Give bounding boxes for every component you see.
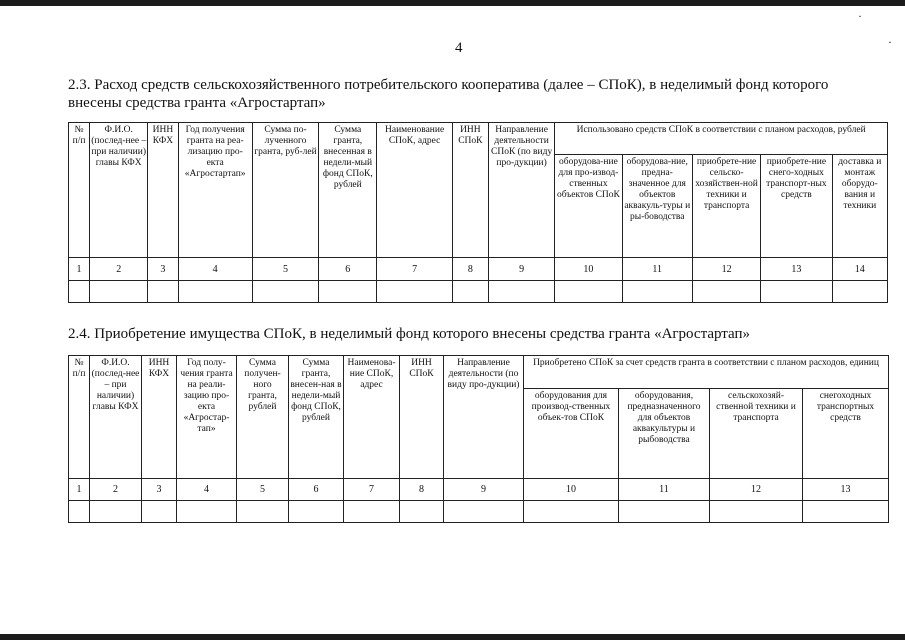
- empty-cell: [148, 281, 178, 303]
- column-number: 2: [90, 479, 142, 501]
- column-number: 6: [289, 479, 344, 501]
- column-number: 2: [90, 258, 148, 281]
- column-number: 7: [344, 479, 400, 501]
- section-heading-2-4: 2.4. Приобретение имущества СПоК, в неделимый фонд которого внесены средства гранта «Агростартап»: [68, 326, 751, 342]
- empty-cell: [488, 281, 554, 303]
- column-number: 4: [177, 479, 237, 501]
- empty-cell: [803, 501, 889, 523]
- group-header-cell: Использовано средств СПоК в соответствии с планом расходов, рублей: [555, 123, 888, 155]
- column-number: 13: [761, 258, 832, 281]
- column-number: 1: [69, 479, 90, 501]
- empty-cell: [761, 281, 832, 303]
- empty-data-row: [69, 501, 889, 523]
- empty-data-row: [69, 281, 888, 303]
- column-number: 9: [488, 258, 554, 281]
- sub-header-cell: оборудования для производ-ственных объек-тов СПоК: [524, 389, 619, 479]
- expenses-table: [68, 122, 888, 303]
- column-number: 9: [444, 479, 524, 501]
- column-number: 3: [142, 479, 177, 501]
- column-number-row: [69, 258, 888, 281]
- empty-cell: [237, 501, 289, 523]
- bottom-border: [0, 634, 905, 640]
- column-number: 13: [803, 479, 889, 501]
- empty-cell: [452, 281, 488, 303]
- sub-header-cell: оборудова-ние, предна-значенное для объектов аквакуль-туры и ры-боводства: [622, 155, 692, 258]
- sub-header-cell: оборудования, предназначенного для объектов аквакультуры и рыбоводства: [619, 389, 710, 479]
- header-cell: ИНН КФХ: [142, 356, 177, 479]
- sub-header-cell: приобрете-ние снего-ходных транспорт-ных средств: [761, 155, 832, 258]
- empty-cell: [319, 281, 377, 303]
- empty-cell: [90, 281, 148, 303]
- header-cell: Направление деятельности СПоК (по виду про-дукции): [488, 123, 554, 258]
- column-number-row: [69, 479, 889, 501]
- column-number: 7: [377, 258, 452, 281]
- header-cell: ИНН СПоК: [400, 356, 444, 479]
- empty-cell: [252, 281, 318, 303]
- header-cell: Наименование СПоК, адрес: [377, 123, 452, 258]
- empty-cell: [69, 501, 90, 523]
- header-cell: № п/п: [69, 123, 90, 258]
- empty-cell: [710, 501, 803, 523]
- section-heading-2-3: 2.3. Расход средств сельскохозяйственного потребительского кооператива (далее – СПоК), в неделимый фонд которого внесены средства гранта «Агростартап»: [68, 77, 829, 111]
- column-number: 1: [69, 258, 90, 281]
- empty-cell: [377, 281, 452, 303]
- header-cell: Наименова-ние СПоК, адрес: [344, 356, 400, 479]
- property-table: [68, 355, 889, 523]
- sub-header-cell: сельскохозяй-ственной техники и транспорта: [710, 389, 803, 479]
- column-number: 12: [710, 479, 803, 501]
- empty-cell: [90, 501, 142, 523]
- empty-cell: [69, 281, 90, 303]
- scan-mark: ·: [888, 35, 892, 49]
- column-number: 5: [237, 479, 289, 501]
- empty-cell: [400, 501, 444, 523]
- empty-cell: [524, 501, 619, 523]
- header-cell: № п/п: [69, 356, 90, 479]
- header-cell: Год получения гранта на реа-лизацию про-екта «Агростартап»: [178, 123, 252, 258]
- sub-header-cell: доставка и монтаж оборудо-вания и техники: [832, 155, 887, 258]
- column-number: 10: [524, 479, 619, 501]
- column-number: 6: [319, 258, 377, 281]
- column-number: 5: [252, 258, 318, 281]
- empty-cell: [832, 281, 887, 303]
- empty-cell: [444, 501, 524, 523]
- column-number: 3: [148, 258, 178, 281]
- header-cell: Ф.И.О. (послед-нее – при наличии) главы КФХ: [90, 123, 148, 258]
- header-cell: Год полу-чения гранта на реали-зацию про-екта «Агростар-тап»: [177, 356, 237, 479]
- empty-cell: [178, 281, 252, 303]
- top-border: [0, 0, 905, 6]
- header-cell: ИНН СПоК: [452, 123, 488, 258]
- header-cell: ИНН КФХ: [148, 123, 178, 258]
- page-number: 4: [455, 40, 463, 56]
- header-cell: Сумма гранта, внесенная в недели-мый фонд СПоК, рублей: [319, 123, 377, 258]
- scan-mark: ·: [858, 9, 862, 23]
- column-number: 8: [400, 479, 444, 501]
- header-cell: Сумма по-лученного гранта, руб-лей: [252, 123, 318, 258]
- empty-cell: [344, 501, 400, 523]
- empty-cell: [619, 501, 710, 523]
- empty-cell: [142, 501, 177, 523]
- column-number: 14: [832, 258, 887, 281]
- sub-header-cell: оборудова-ние для про-извод-ственных объектов СПоК: [555, 155, 622, 258]
- column-number: 12: [692, 258, 760, 281]
- column-number: 11: [622, 258, 692, 281]
- empty-cell: [177, 501, 237, 523]
- empty-cell: [692, 281, 760, 303]
- header-cell: Направление деятельности (по виду про-дукции): [444, 356, 524, 479]
- group-header-cell: Приобретено СПоК за счет средств гранта в соответствии с планом расходов, единиц: [524, 356, 889, 389]
- header-cell: Ф.И.О. (послед-нее – при наличии) главы КФХ: [90, 356, 142, 479]
- empty-cell: [622, 281, 692, 303]
- empty-cell: [555, 281, 622, 303]
- column-number: 4: [178, 258, 252, 281]
- sub-header-cell: снегоходных транспортных средств: [803, 389, 889, 479]
- column-number: 10: [555, 258, 622, 281]
- column-number: 11: [619, 479, 710, 501]
- empty-cell: [289, 501, 344, 523]
- header-cell: Сумма получен-ного гранта, рублей: [237, 356, 289, 479]
- header-cell: Сумма гранта, внесен-ная в недели-мый фонд СПоК, рублей: [289, 356, 344, 479]
- sub-header-cell: приобрете-ние сельско-хозяйствен-ной техники и транспорта: [692, 155, 760, 258]
- column-number: 8: [452, 258, 488, 281]
